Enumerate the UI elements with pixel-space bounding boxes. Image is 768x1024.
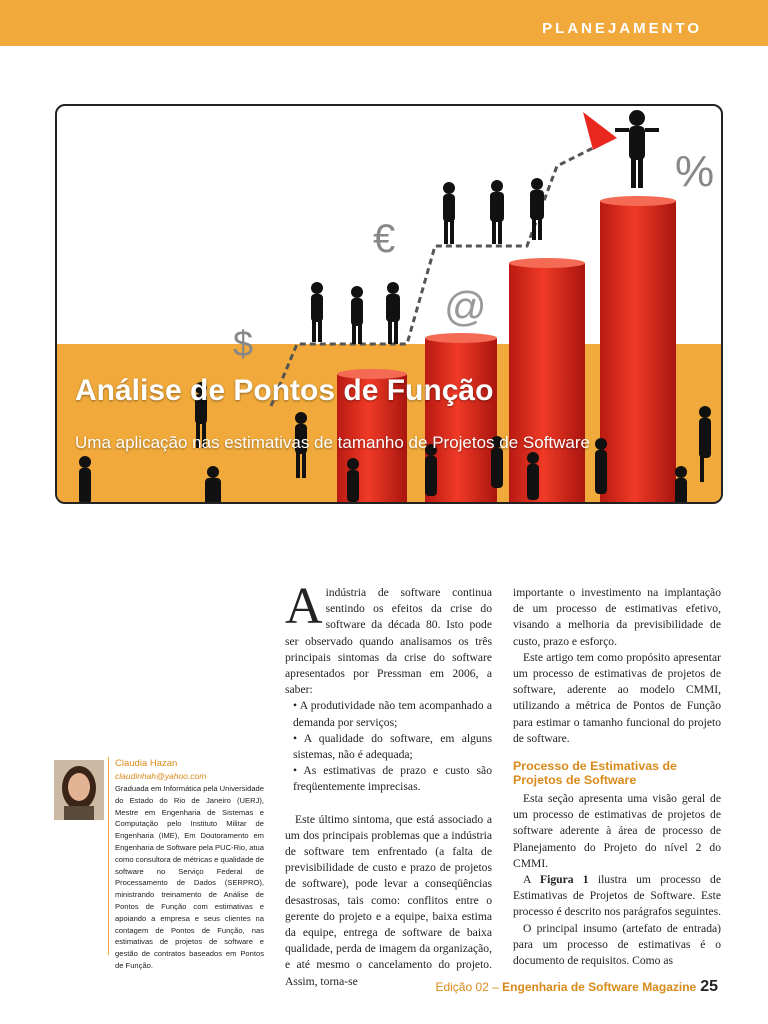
- paragraph-intro: indústria de software continua sentindo os efeitos da crise do software da década 80. Isto pode ser observado quando analisamos os três principais sintomas da crise do software apresentados por Pressman em 2006, a saber:: [285, 586, 492, 697]
- hero-illustration: [55, 104, 723, 504]
- article-column-1: [285, 578, 492, 990]
- bullet-estimates: • As estimativas de prazo e custo são freqüentemente imprecisas.: [293, 764, 492, 794]
- page-number: 25: [700, 978, 718, 995]
- bullet-quality: • A qualidade do software, em alguns sistemas, não é adequada;: [293, 731, 492, 762]
- author-divider: [108, 757, 109, 955]
- figure-reference: Figura 1: [540, 873, 589, 887]
- author-name: Claudia Hazan: [115, 758, 178, 769]
- dollar-symbol: $: [233, 323, 254, 364]
- article-title: Análise de Pontos de Função: [75, 374, 494, 407]
- edition-label: Edição 02 –: [435, 980, 503, 994]
- paragraph-input: O principal insumo (artefato de entrada) para um processo de estimativas é o documento de requisitos. Como as: [513, 921, 721, 968]
- bullet-productivity: • A produtividade não tem acompanhado a demanda por serviços;: [293, 699, 492, 729]
- page-footer: [435, 978, 718, 996]
- paragraph-figure-ref: A Figura 1 ilustra um processo de Estimativas de Projetos de Software. Este processo é descrito nos parágrafos seguintes.: [513, 873, 722, 919]
- section-heading: Processo de Estimativas de Projetos de Software: [513, 759, 677, 788]
- euro-symbol: €: [373, 217, 396, 261]
- article-column-2: [513, 585, 721, 969]
- author-photo: [54, 760, 104, 820]
- section-label: PLANEJAMENTO: [542, 20, 702, 37]
- arrow-head: [583, 112, 617, 150]
- author-bio: Graduada em Informática pela Universidade do Estado do Rio de Janeiro (UERJ), Mestre em Engenharia de Sistemas e Computação pelo Instituto Militar de Engenharia (IME), Em Doutoramento em Engenharia de Software pela PUC-Rio, atua como consultora de métricas e qualidade de software no Serviço Federal de Processamento de Dados (SERPRO), ministrando treinamento de Análise de Pontos de Função com estimativas e apoiando a empresa e seus clientes na contagem de Pontos de Função, nas estimativas de projetos de software e gestão de contratos baseados em Pontos de Função.: [115, 784, 265, 970]
- drop-cap: A: [285, 578, 323, 635]
- magazine-name: Engenharia de Software Magazine: [502, 980, 697, 994]
- author-email[interactable]: claudinhah@yahoo.com: [115, 771, 207, 781]
- paragraph-overview: Esta seção apresenta uma visão geral de um processo de estimativas de projetos de software aderente à área de processo de Planejamento do Projeto do nível 2 do CMMI.: [513, 792, 721, 870]
- paragraph-investment: importante o investimento na implantação de um processo de estimativas efetivo, visando a melhoria da previsibilidade de custo, prazo e esforço.: [513, 586, 721, 648]
- paragraph-symptom: Este último sintoma, que está associado a um dos principais problemas que a indústria de software tem enfrentado (a falta de previsibilidade de custo e prazo de projetos de software), pode levar a conseqüências desastrosas, tais como: conflitos entre o gerente do projeto e a equipe, baixa estima da equipe, entrega de software de baixa qualidade, perda de imagem da organização, e até mesmo o cancelamento do projeto. Assim, torna-se: [285, 812, 492, 988]
- paragraph-purpose: Este artigo tem como propósito apresentar um processo de estimativas de projetos de software, aderente ao modelo CMMI, utilizando a métrica de Pontos de Função para estimar o tamanho funcional do projeto de software.: [513, 650, 721, 745]
- section-header-bar: [0, 0, 768, 46]
- at-symbol: @: [444, 283, 487, 330]
- article-subtitle: Uma aplicação nas estimativas de tamanho de Projetos de Software: [75, 433, 590, 452]
- percent-symbol: %: [675, 147, 715, 196]
